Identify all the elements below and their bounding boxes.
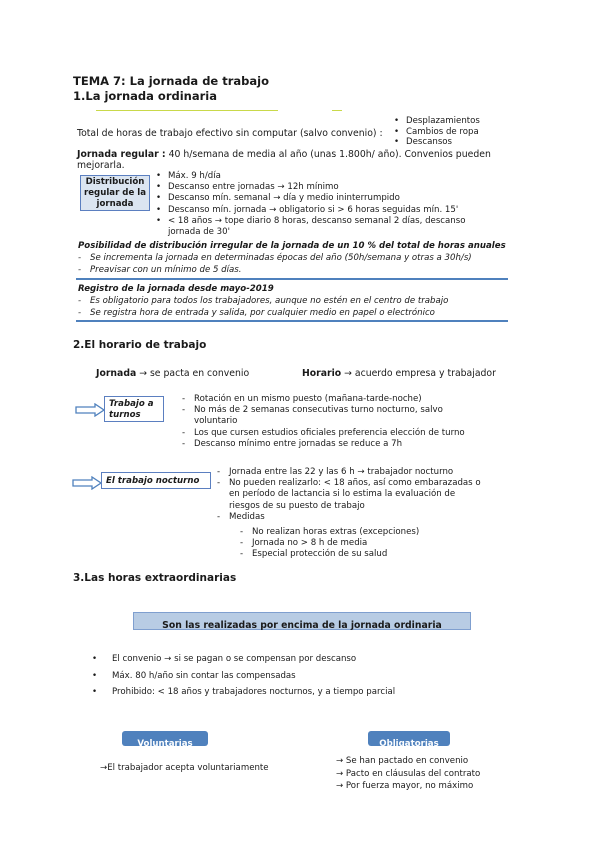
obligatorias-label: Obligatorias — [368, 731, 450, 746]
list-item: • < 18 años → tope diario 8 horas, descanso semanal 2 días, descanso — [156, 215, 466, 226]
exclusions-list — [394, 116, 480, 148]
regular-jornada-line-2: mejorarla. — [77, 160, 125, 171]
irregular-block — [78, 240, 506, 276]
distribution-box-label: Distribución regular de la jornada — [83, 177, 147, 209]
voluntarias-text: →El trabajador acepta voluntariamente — [100, 763, 269, 773]
list-item: • Cambios de ropa — [394, 126, 479, 137]
list-item: • Descanso mín. jornada → obligatorio si > 6 horas seguidas mín. 15' — [156, 204, 459, 215]
jornada-line: Jornada → se pacta en convenio — [96, 368, 250, 379]
horario-line: Horario → acuerdo empresa y trabajador — [302, 368, 496, 379]
list-item: - Es obligatorio para todos los trabajadores, aunque no estén en el centro de trabajo — [78, 296, 449, 306]
total-hours-text: Total de horas de trabajo efectivo sin computar (salvo convenio) : — [77, 128, 383, 139]
heading-underline — [96, 110, 278, 111]
list-item: - Se registra hora de entrada y salida, por cualquier medio en papel o electrónico — [78, 308, 435, 318]
list-item: • Descanso mín. semanal → día y medio ininterrumpido — [156, 193, 400, 204]
list-item: • Máx. 9 h/día — [156, 171, 221, 181]
voluntarias-label: Voluntarias — [122, 731, 208, 746]
divider — [76, 278, 508, 280]
list-item: - Jornada entre las 22 y las 6 h → trabajador nocturno — [217, 467, 454, 477]
list-item: • Prohibido: < 18 años y trabajadores nocturnos, y a tiempo parcial — [92, 687, 396, 697]
medidas-list — [240, 527, 419, 561]
list-item: - No pueden realizarlo: < 18 años, así como embarazadas o — [217, 478, 481, 489]
registro-title: Registro de la jornada desde mayo-2019 — [78, 284, 274, 294]
list-item: - No más de 2 semanas consecutivas turno nocturno, salvo — [182, 405, 443, 416]
regular-jornada-line: Jornada regular : 40 h/semana de media al año (unas 1.800h/ año). Convenios pueden — [77, 149, 491, 160]
list-item: - Medidas — [217, 511, 265, 522]
registro-block — [78, 283, 448, 319]
divider — [76, 320, 508, 322]
distribution-box — [80, 175, 150, 211]
list-item: - Especial protección de su salud — [240, 549, 388, 560]
section-3-heading: 3.Las horas extraordinarias — [73, 572, 237, 584]
list-item: • Descanso entre jornadas → 12h mínimo — [156, 182, 339, 193]
list-item: - Descanso mínimo entre jornadas se reduce a 7h — [182, 438, 403, 449]
irregular-title: Posibilidad de distribución irregular de la jornada de un 10 % del total de horas anuales — [78, 241, 506, 251]
list-item: voluntario — [194, 416, 238, 427]
page-title: TEMA 7: La jornada de trabajo — [73, 74, 269, 88]
list-item: jornada de 30' — [168, 227, 230, 238]
arrow-right-icon — [72, 476, 102, 490]
list-item: • El convenio → si se pagan o se compensan por descanso — [92, 654, 357, 664]
nocturno-box: El trabajo nocturno — [101, 472, 211, 489]
list-item: • Descansos — [394, 137, 453, 147]
section-1-heading: 1.La jornada ordinaria — [73, 89, 217, 103]
list-item: → Pacto en cláusulas del contrato — [336, 768, 481, 779]
list-item: - Jornada no > 8 h de media — [240, 538, 368, 549]
heading-underline-tick — [332, 110, 342, 111]
turnos-box: Trabajo a turnos — [104, 396, 164, 422]
list-item: → Por fuerza mayor, no máximo — [336, 781, 474, 791]
obligatorias-list — [336, 755, 480, 793]
definition-banner: Son las realizadas por encima de la jornada ordinaria — [133, 612, 471, 630]
turnos-list — [182, 394, 465, 450]
list-item: riesgos de su puesto de trabajo — [229, 500, 365, 511]
list-item: - Preavisar con un mínimo de 5 días. — [78, 265, 242, 275]
distribution-list — [156, 171, 465, 238]
list-item: en período de lactancia si lo estima la evaluación de — [229, 489, 456, 500]
extra-hours-list — [92, 651, 395, 701]
list-item: → Se han pactado en convenio — [336, 756, 469, 766]
list-item: - Rotación en un mismo puesto (mañana-tarde-noche) — [182, 394, 422, 404]
nocturno-list — [217, 467, 481, 523]
arrow-right-icon — [75, 403, 105, 417]
list-item: • Máx. 80 h/año sin contar las compensadas — [92, 670, 296, 681]
list-item: • Desplazamientos — [394, 116, 480, 126]
list-item: - Los que cursen estudios oficiales preferencia elección de turno — [182, 427, 465, 438]
list-item: - Se incrementa la jornada en determinadas épocas del año (50h/semana y otras a 30h/s) — [78, 253, 472, 263]
section-2-heading: 2.El horario de trabajo — [73, 339, 207, 351]
list-item: - No realizan horas extras (excepciones) — [240, 527, 420, 537]
